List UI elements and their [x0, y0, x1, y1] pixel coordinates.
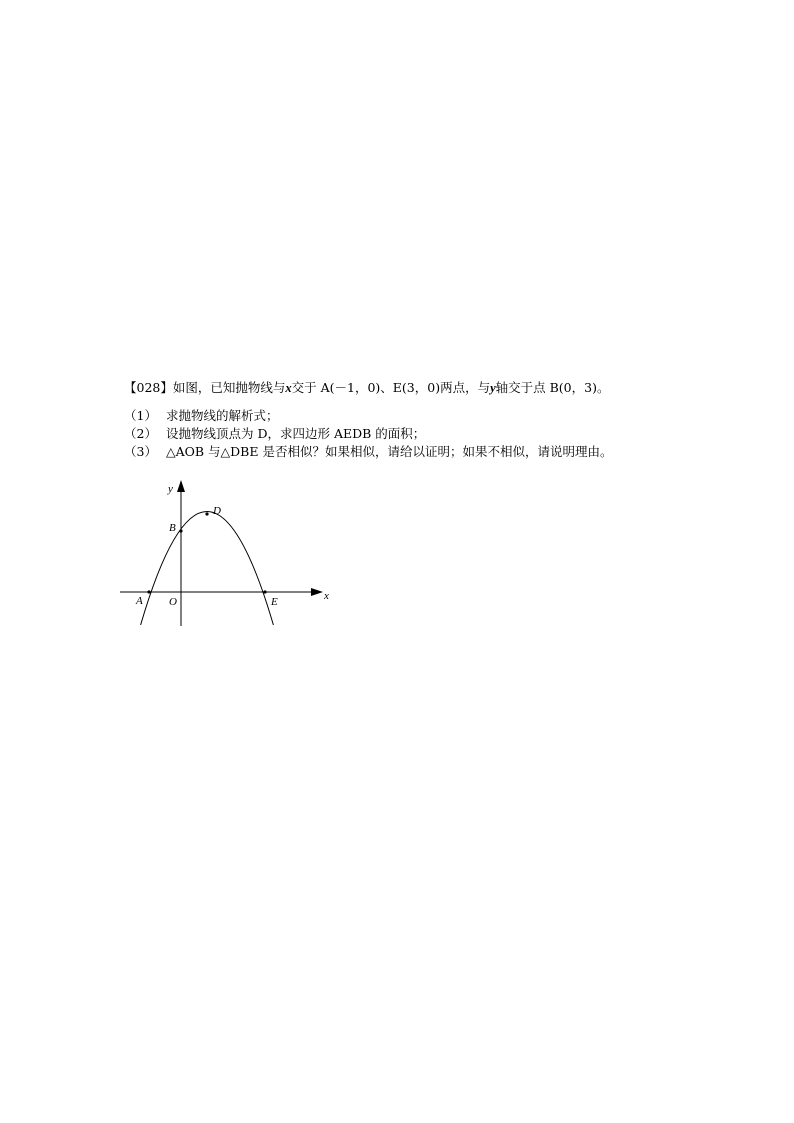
- sub-question-number: （2）: [124, 426, 157, 441]
- point-A: [147, 590, 150, 593]
- sub-question-text: 设抛物线顶点为 D，求四边形 AEDB 的面积；: [166, 426, 426, 441]
- label-A: A: [136, 595, 143, 607]
- intro-text-c: 轴交于点 B(0，3)。: [495, 380, 610, 395]
- label-y-axis: y: [168, 483, 173, 495]
- intro-text-b: 交于 A(－1，0)、E(3，0)两点，与: [291, 380, 491, 395]
- sub-question-3: [124, 443, 724, 461]
- sub-question-text: 求抛物线的解析式；: [166, 408, 279, 423]
- label-O: O: [169, 596, 177, 608]
- sub-question-1: [124, 407, 724, 425]
- variable-x: x: [285, 381, 292, 395]
- point-E: [263, 590, 266, 593]
- y-axis-arrow: [177, 480, 185, 492]
- parabola-curve: [141, 512, 274, 626]
- point-B: [179, 529, 182, 532]
- parabola-figure: [115, 478, 335, 628]
- problem-tag: 【028】: [124, 380, 173, 395]
- sub-question-number: （1）: [124, 408, 157, 423]
- label-E: E: [271, 596, 278, 608]
- problem-statement: [124, 379, 724, 397]
- intro-text-a: 如图，已知抛物线与: [172, 380, 286, 395]
- sub-question-text: △AOB 与△DBE 是否相似？如果相似，请给以证明；如果不相似，请说明理由。: [166, 444, 613, 459]
- sub-questions: [124, 407, 724, 461]
- label-D: D: [213, 505, 221, 517]
- parabola-diagram: [115, 478, 335, 628]
- problem-block: [124, 379, 724, 461]
- label-x-axis: x: [324, 590, 329, 602]
- sub-question-number: （3）: [124, 444, 157, 459]
- x-axis-arrow: [311, 588, 323, 596]
- variable-y: y: [490, 381, 496, 395]
- point-D: [205, 512, 208, 515]
- label-B: B: [169, 522, 176, 534]
- sub-question-2: [124, 425, 724, 443]
